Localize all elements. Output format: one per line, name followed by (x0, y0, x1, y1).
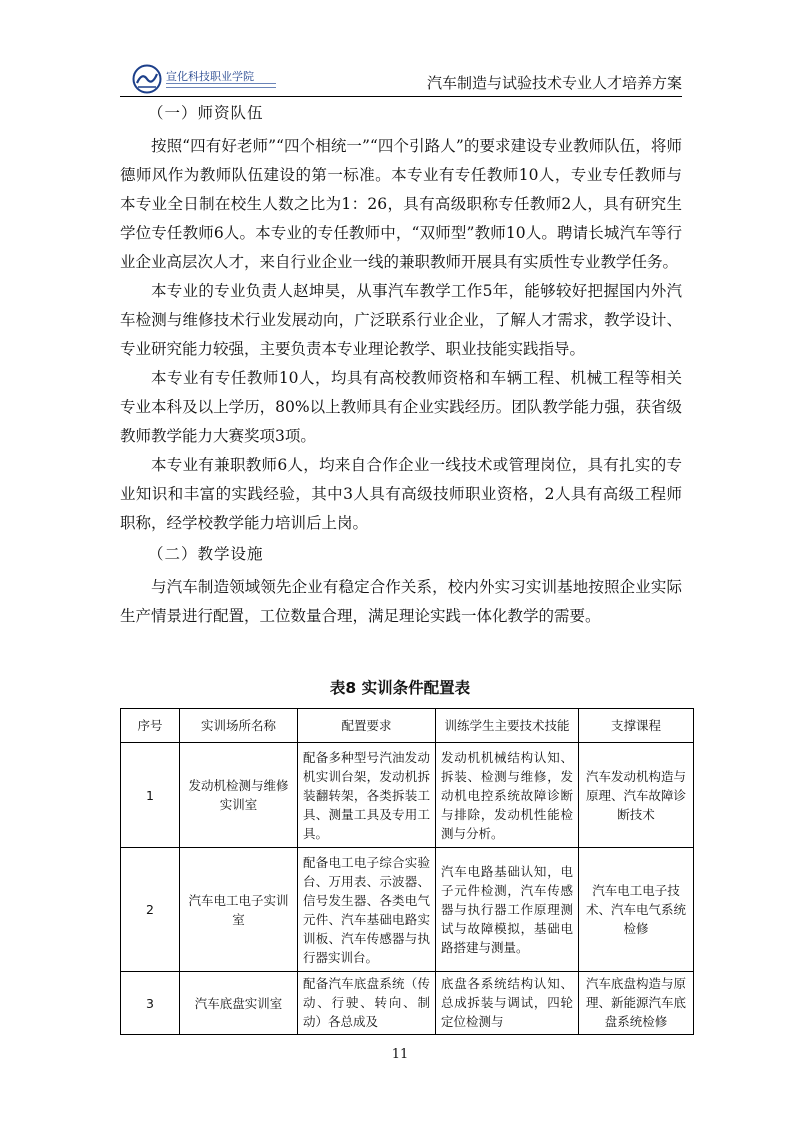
table-row (121, 743, 694, 848)
row-number: 2 (121, 848, 180, 972)
paragraph: 本专业有专任教师10人，均具有高校教师资格和车辆工程、机械工程等相关专业本科及以上学历，80%以上教师具有企业实践经历。团队教学能力强，获省级教师教学能力大赛奖项3项。 (120, 369, 682, 445)
paragraph: 按照“四有好老师”“四个相统一”“四个引路人”的要求建设专业教师队伍，将师德师风作为教师队伍建设的第一标准。本专业有专任教师10人，专业专任教师与本专业全日制在校生人数之比为1：26，具有高级职称专任教师2人，具有研究生学位专任教师6人。本专业的专任教师中，“双师型”教师10人。聘请长城汽车等行业企业高层次人才，来自行业企业一线的兼职教师开展具有实质性专业教学任务。 (120, 137, 682, 271)
page-number: 11 (391, 1047, 409, 1062)
config-requirements: 配备汽车底盘系统（传动、行驶、转向、制动）各总成及 (303, 976, 430, 1029)
section-heading-facilities: （二）教学设施 (148, 545, 264, 563)
room-name: 发动机检测与维修实训室 (180, 743, 298, 848)
school-name: 宣化科技职业学院 (166, 70, 254, 83)
paragraph: 本专业的专业负责人赵坤昊，从事汽车教学工作5年，能够较好把握国内外汽车检测与维修技术行业发展动向，广泛联系行业企业，了解人才需求，教学设计、专业研究能力较强，主要负责本专业理论教学、职业技能实践指导。 (120, 282, 682, 358)
column-header: 配置要求 (298, 709, 436, 743)
table-title: 表8 实训条件配置表 (329, 679, 471, 697)
supporting-courses: 汽车发动机构造与原理、汽车故障诊断技术 (579, 743, 694, 848)
column-header: 序号 (121, 709, 180, 743)
page-header (120, 62, 682, 97)
room-name: 汽车电工电子实训室 (180, 848, 298, 972)
room-name: 汽车底盘实训室 (180, 972, 298, 1035)
column-header: 实训场所名称 (180, 709, 298, 743)
table-header-row (121, 709, 694, 743)
table-row (121, 972, 694, 1035)
trained-skills: 底盘各系统结构认知、总成拆装与调试，四轮定位检测与 (441, 976, 573, 1029)
paragraph: 与汽车制造领域领先企业有稳定合作关系，校内外实习实训基地按照企业实际生产情景进行配置，工位数量合理，满足理论实践一体化教学的需要。 (120, 578, 682, 625)
column-header: 支撑课程 (579, 709, 694, 743)
config-requirements: 配备电工电子综合实验台、万用表、示波器、信号发生器、各类电气元件、汽车基础电路实训板、汽车传感器与执行器实训台。 (298, 848, 436, 972)
training-conditions-table (120, 708, 694, 1035)
paragraph: 本专业有兼职教师6人，均来自合作企业一线技术或管理岗位，具有扎实的专业知识和丰富的实践经验，其中3人具有高级技师职业资格，2人具有高级工程师职称，经学校教学能力培训后上岗。 (120, 456, 682, 532)
trained-skills: 汽车电路基础认知，电子元件检测，汽车传感器与执行器工作原理测试与故障模拟，基础电路搭建与测量。 (436, 848, 579, 972)
school-logo (132, 64, 282, 94)
supporting-courses: 汽车电工电子技术、汽车电气系统检修 (579, 848, 694, 972)
column-header: 训练学生主要技术技能 (436, 709, 579, 743)
trained-skills: 发动机机械结构认知、拆装、检测与维修，发动机电控系统故障诊断与排除，发动机性能检测与分析。 (436, 743, 579, 848)
config-requirements: 配备多种型号汽油发动机实训台架，发动机拆装翻转架，各类拆装工具、测量工具及专用工具。 (298, 743, 436, 848)
section-heading-faculty: （一）师资队伍 (148, 104, 264, 122)
table-row (121, 848, 694, 972)
supporting-courses: 汽车底盘构造与原理、新能源汽车底盘系统检修 (585, 976, 686, 1029)
school-emblem-icon (132, 64, 162, 94)
logo-underline (166, 83, 276, 88)
row-number: 1 (121, 743, 180, 848)
document-title: 汽车制造与试验技术专业人才培养方案 (426, 74, 682, 92)
main-content (120, 103, 682, 631)
row-number: 3 (121, 972, 180, 1035)
